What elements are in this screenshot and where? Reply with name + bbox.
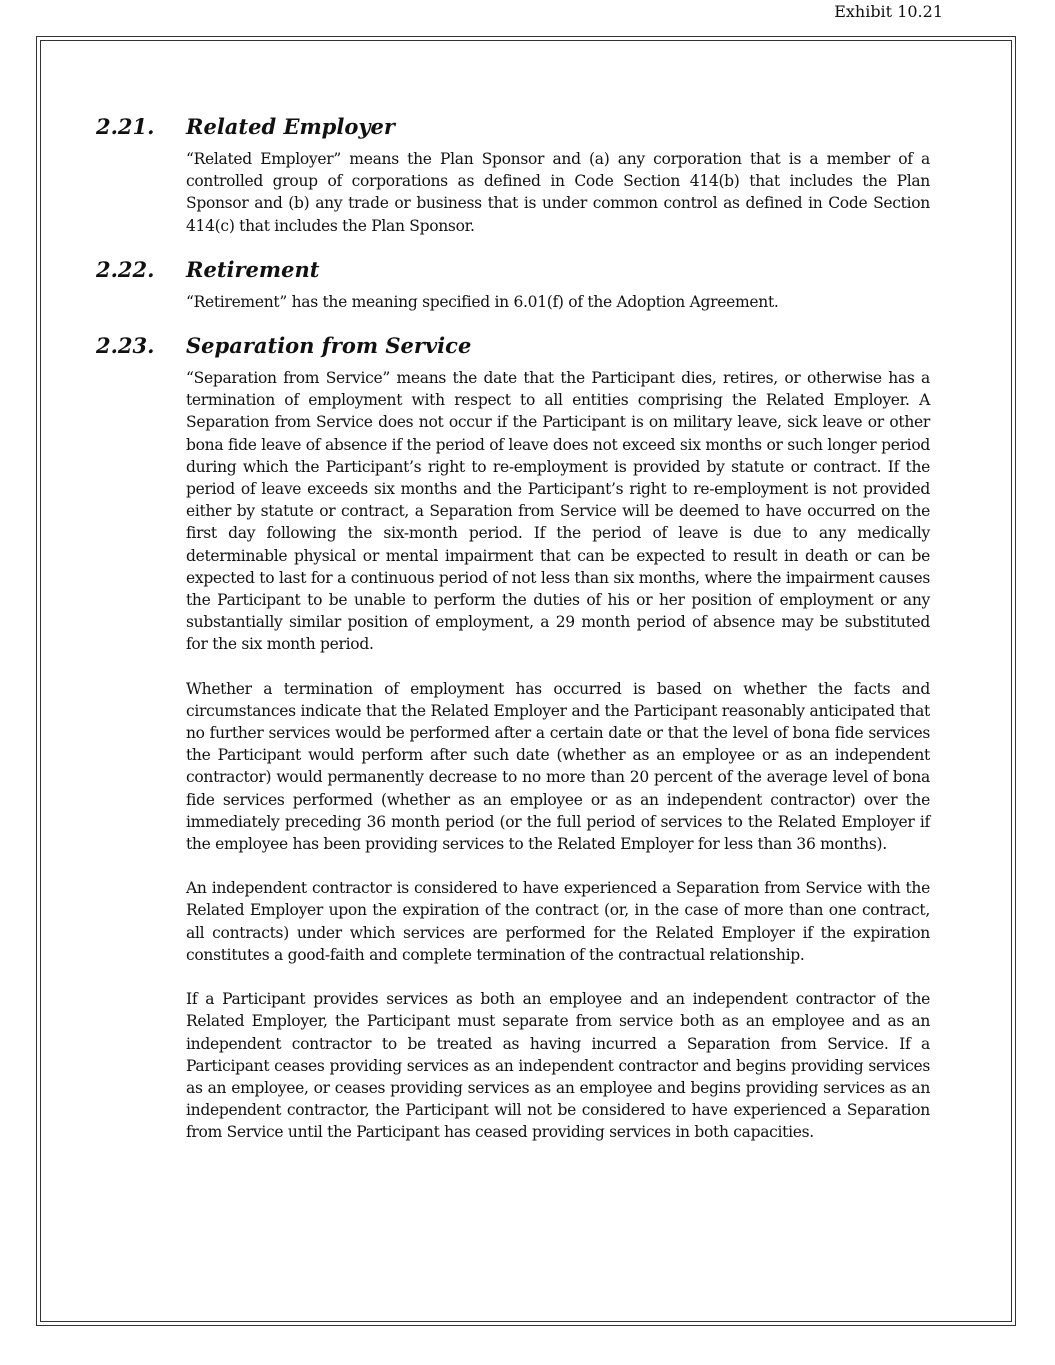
paragraph: An independent contractor is considered to have experienced a Separation from Service with the Related Employer upon the expiration of the contract (or, in the case of more than one contract, all contracts) under which services are performed for the Related Employer if the expiration constitutes a good-faith and complete termination of the contractual relationship.	[186, 879, 930, 964]
document-body	[96, 112, 930, 1162]
paragraph: If a Participant provides services as both an employee and an independent contractor of the Related Employer, the Participant must separate from service both as an employee and as an independent contractor to be treated as having incurred a Separation from Service. If a Participant ceases providing services as an independent contractor and begins providing services as an employee, or ceases providing services as an employee and begins providing services as an independent contractor, the Participant will not be considered to have experienced a Separation from Service until the Participant has ceased providing services in both capacities.	[186, 990, 930, 1142]
section-body	[186, 148, 930, 237]
section-number: 2.21.	[96, 114, 155, 139]
section-2-23	[96, 331, 930, 1144]
section-number: 2.22.	[96, 256, 155, 282]
section-number: 2.23.	[96, 333, 155, 359]
section-body	[186, 291, 930, 313]
paragraph: “Separation from Service” means the date that the Participant dies, retires, or otherwise has a termination of employment with respect to all entities comprising the Related Employer. A Separation from Service does not occur if the Participant is on military leave, sick leave or other bona fide leave of absence if the period of leave does not exceed six months or such longer period during which the Participant’s right to re-employment is provided by statute or contract. If the period of leave exceeds six months and the Participant’s right to re-employment is not provided either by statute or contract, a Separation from Service will be deemed to have occurred on the first day following the six-month period. If the period of leave is due to any medically determinable physical or mental impairment that can be expected to result in death or can be expected to last for a continuous period of not less than six months, where the impairment causes the Participant to be unable to perform the duties of his or her position of employment or any substantially similar position of employment, a 29 month period of absence may be substituted for the six month period.	[186, 369, 930, 654]
exhibit-label: Exhibit 10.21	[834, 2, 943, 21]
section-heading	[96, 112, 930, 142]
section-title: Related Employer	[186, 114, 395, 139]
section-title: Separation from Service	[186, 333, 472, 359]
section-title: Retirement	[186, 256, 320, 282]
paragraph: “Related Employer” means the Plan Sponsor and (a) any corporation that is a member of a controlled group of corporations as defined in Code Section 414(b) that includes the Plan Sponsor and (b) any trade or business that is under common control as defined in Code Section 414(c) that includes the Plan Sponsor.	[186, 150, 930, 235]
section-2-22	[96, 255, 930, 313]
section-heading	[96, 331, 930, 361]
section-body	[186, 367, 930, 1144]
section-2-21	[96, 112, 930, 237]
paragraph: Whether a termination of employment has occurred is based on whether the facts and circumstances indicate that the Related Employer and the Participant reasonably anticipated that no further services would be performed after a certain date or that the level of bona fide services the Participant would perform after such date (whether as an employee or as an independent contractor) would permanently decrease to no more than 20 percent of the average level of bona fide services performed (whether as an employee or as an independent contractor) over the immediately preceding 36 month period (or the full period of services to the Related Employer if the employee has been providing services to the Related Employer for less than 36 months).	[186, 679, 930, 854]
paragraph: “Retirement” has the meaning specified in 6.01(f) of the Adoption Agreement.	[186, 292, 779, 311]
section-heading	[96, 255, 930, 285]
